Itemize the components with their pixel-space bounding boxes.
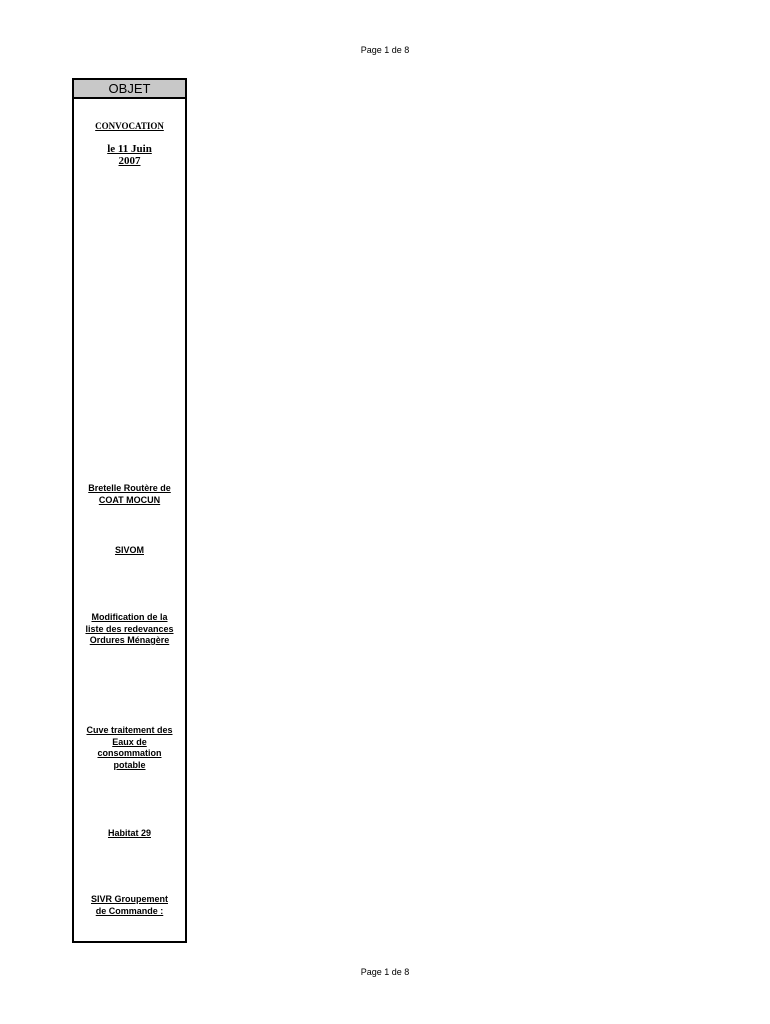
- convocation-label: CONVOCATION: [95, 120, 164, 131]
- item-bretelle-routiere: Bretelle Routère de COAT MOCUN: [88, 483, 171, 505]
- column-header-objet: OBJET: [74, 80, 185, 99]
- item-sivr-groupement: SIVR Groupement de Commande :: [90, 894, 168, 916]
- item-habitat-29: Habitat 29: [107, 828, 151, 838]
- item-sivom: SIVOM: [114, 545, 144, 555]
- page-footer: Page 1 de 8: [360, 967, 410, 977]
- item-cuve-traitement: Cuve traitement des Eaux de consommation potable: [86, 725, 173, 770]
- convocation-heading: [77, 109, 182, 179]
- item-modification-redevances: Modification de la liste des redevances Ordures Ménagère: [85, 612, 174, 645]
- objet-table: [72, 78, 187, 943]
- convocation-date: le 11 Juin 2007: [107, 143, 152, 167]
- page-header: Page 1 de 8: [360, 45, 410, 55]
